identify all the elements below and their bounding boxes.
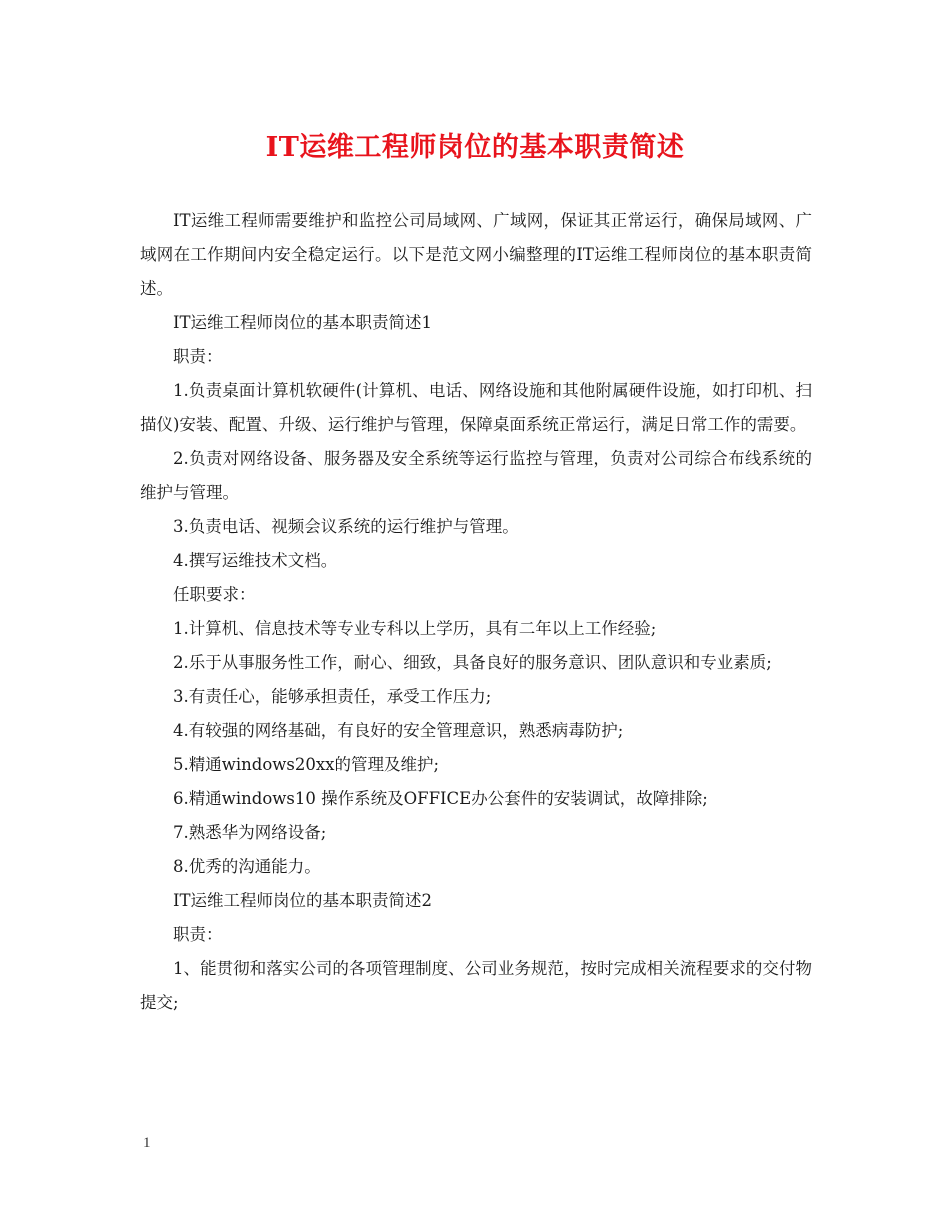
requirement-item-4: 4.有较强的网络基础，有良好的安全管理意识，熟悉病毒防护;: [173, 721, 624, 740]
duty-item-1: 1.负责桌面计算机软硬件(计算机、电话、网络设施和其他附属硬件设施，如打印机、扫描仪)安装、配置、升级、运行维护与管理，保障桌面系统正常运行，满足日常工作的需要。: [140, 381, 812, 434]
requirement-item-6: 6.精通windows10 操作系统及OFFICE办公套件的安装调试，故障排除;: [173, 789, 708, 808]
document-body: [140, 204, 812, 1020]
duty-item-3: 3.负责电话、视频会议系统的运行维护与管理。: [173, 517, 519, 536]
duties-label-1: 职责：: [173, 347, 223, 366]
requirements-label: 任职要求：: [173, 585, 256, 604]
document-title: IT运维工程师岗位的基本职责简述: [265, 132, 685, 163]
duty-item-2: 2.负责对网络设备、服务器及安全系统等运行监控与管理，负责对公司综合布线系统的维护与管理。: [140, 449, 812, 502]
requirement-item-1: 1.计算机、信息技术等专业专科以上学历，具有二年以上工作经验;: [173, 619, 657, 638]
page-number: 1: [143, 1135, 151, 1151]
requirement-item-8: 8.优秀的沟通能力。: [173, 857, 321, 876]
requirement-item-5: 5.精通windows20xx的管理及维护;: [173, 755, 440, 774]
section-heading-2: IT运维工程师岗位的基本职责简述2: [173, 891, 433, 910]
duties-label-2: 职责：: [173, 925, 223, 944]
requirement-item-2: 2.乐于从事服务性工作，耐心、细致，具备良好的服务意识、团队意识和专业素质;: [173, 653, 772, 672]
requirement-item-7: 7.熟悉华为网络设备;: [173, 823, 327, 842]
section-heading-1: IT运维工程师岗位的基本职责简述1: [173, 313, 433, 332]
requirement-item-3: 3.有责任心，能够承担责任，承受工作压力;: [173, 687, 492, 706]
intro-paragraph: IT运维工程师需要维护和监控公司局域网、广域网，保证其正常运行，确保局域网、广域网在工作期间内安全稳定运行。以下是范文网小编整理的IT运维工程师岗位的基本职责简述。: [140, 211, 812, 298]
duty-item-4: 4.撰写运维技术文档。: [173, 551, 338, 570]
duty-item-2-1: 1、能贯彻和落实公司的各项管理制度、公司业务规范，按时完成相关流程要求的交付物提交;: [140, 959, 812, 1012]
